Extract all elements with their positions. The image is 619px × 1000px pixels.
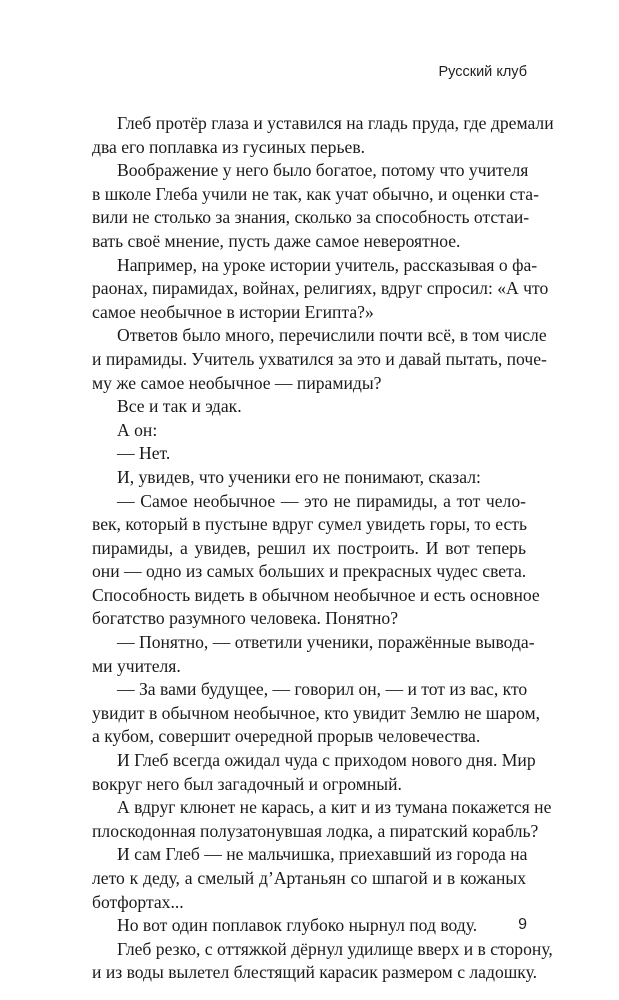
paragraph — [92, 938, 553, 985]
text-line: А вдруг клюнет не карась, а кит и из тумана покажется не — [117, 797, 552, 818]
text-line: Но вот один поплавок глубоко нырнул под воду. — [117, 915, 478, 936]
paragraph — [92, 112, 554, 159]
text-line: вокруг него был загадочный и огромный. — [92, 773, 402, 794]
text-line: му же самое необычное — пирамиды? — [92, 372, 382, 393]
text-line: Способность видеть в обычном необычное и есть основное — [92, 584, 540, 605]
running-head: Русский клуб — [438, 64, 527, 80]
text-line: — Самое необычное — это не пирамиды, а тот чело- — [117, 490, 526, 511]
paragraph — [92, 749, 536, 796]
text-line: вать своё мнение, пусть даже самое невероятное. — [92, 230, 461, 251]
paragraph — [92, 796, 552, 843]
text-line: они — одно из самых больших и прекрасных чудес света. — [92, 561, 527, 582]
paragraph — [92, 324, 547, 395]
text-line: А он: — [117, 419, 158, 440]
text-line: ботфортах... — [92, 891, 184, 912]
text-line: два его поплавка из гусиных перьев. — [92, 136, 366, 157]
text-line: ми учителя. — [92, 655, 181, 676]
text-line: — Понятно, — ответили ученики, поражённые вывода- — [117, 632, 535, 653]
text-line: вили не столько за знания, сколько за способность отстаи- — [92, 207, 530, 228]
text-line: и пирамиды. Учитель ухватился за это и давай пытать, поче- — [92, 348, 547, 369]
paragraph — [92, 254, 549, 325]
text-line: в школе Глеба учили не так, как учат обычно, и оценки ста- — [92, 183, 539, 204]
text-line: — За вами будущее, — говорил он, — и тот из вас, кто — [117, 679, 528, 700]
text-line: Все и так и эдак. — [117, 396, 242, 417]
text-line: лето к деду, а смелый д’Артаньян со шпагой и в кожаных — [92, 868, 526, 888]
paragraph — [92, 631, 535, 678]
paragraph — [92, 395, 526, 419]
text-line: Ответов было много, перечислили почти всё, в том числе — [117, 325, 547, 346]
text-line: И, увидев, что ученики его не понимают, сказал: — [117, 466, 481, 487]
paragraph — [92, 678, 540, 749]
text-line: Воображение у него было богатое, потому что учителя — [117, 160, 529, 181]
text-line: раонах, пирамидах, войнах, религиях, вдруг спросил: «А что — [92, 278, 549, 299]
paragraph — [92, 419, 526, 443]
text-line: увидит в обычном необычное, кто увидит Землю не шаром, — [92, 702, 540, 723]
text-line: богатство разумного человека. Понятно? — [92, 608, 399, 629]
text-line: Например, на уроке истории учитель, рассказывая о фа- — [117, 254, 538, 275]
paragraph — [92, 490, 540, 632]
paragraph — [92, 843, 526, 914]
text-line: плоскодонная полузатонувшая лодка, а пиратский корабль? — [92, 820, 539, 841]
page-number: 9 — [518, 916, 527, 933]
paragraph — [92, 914, 526, 938]
text-line: а кубом, совершит очередной прорыв человечества. — [92, 726, 481, 747]
text-line: самое необычное в истории Египта?» — [92, 301, 374, 322]
text-line: Глеб протёр глаза и уставился на гладь пруда, где дремали — [117, 113, 554, 133]
paragraph — [92, 466, 526, 490]
text-line: век, который в пустыне вдруг сумел увидеть горы, то есть — [92, 514, 527, 535]
paragraph — [92, 159, 539, 253]
paragraph — [92, 442, 526, 466]
text-line: — Нет. — [117, 443, 171, 464]
text-line: пирамиды, а увидев, решил их построить. И вот теперь — [92, 537, 526, 558]
body-text — [92, 112, 554, 985]
text-line: и из воды вылетел блестящий карасик размером с ладошку. — [92, 962, 538, 983]
text-line: Глеб резко, с оттяжкой дёрнул удилище вверх и в сторону, — [117, 938, 553, 959]
text-line: И Глеб всегда ожидал чуда с приходом нового дня. Мир — [117, 750, 536, 771]
text-line: И сам Глеб — не мальчишка, приехавший из города на — [117, 844, 528, 865]
